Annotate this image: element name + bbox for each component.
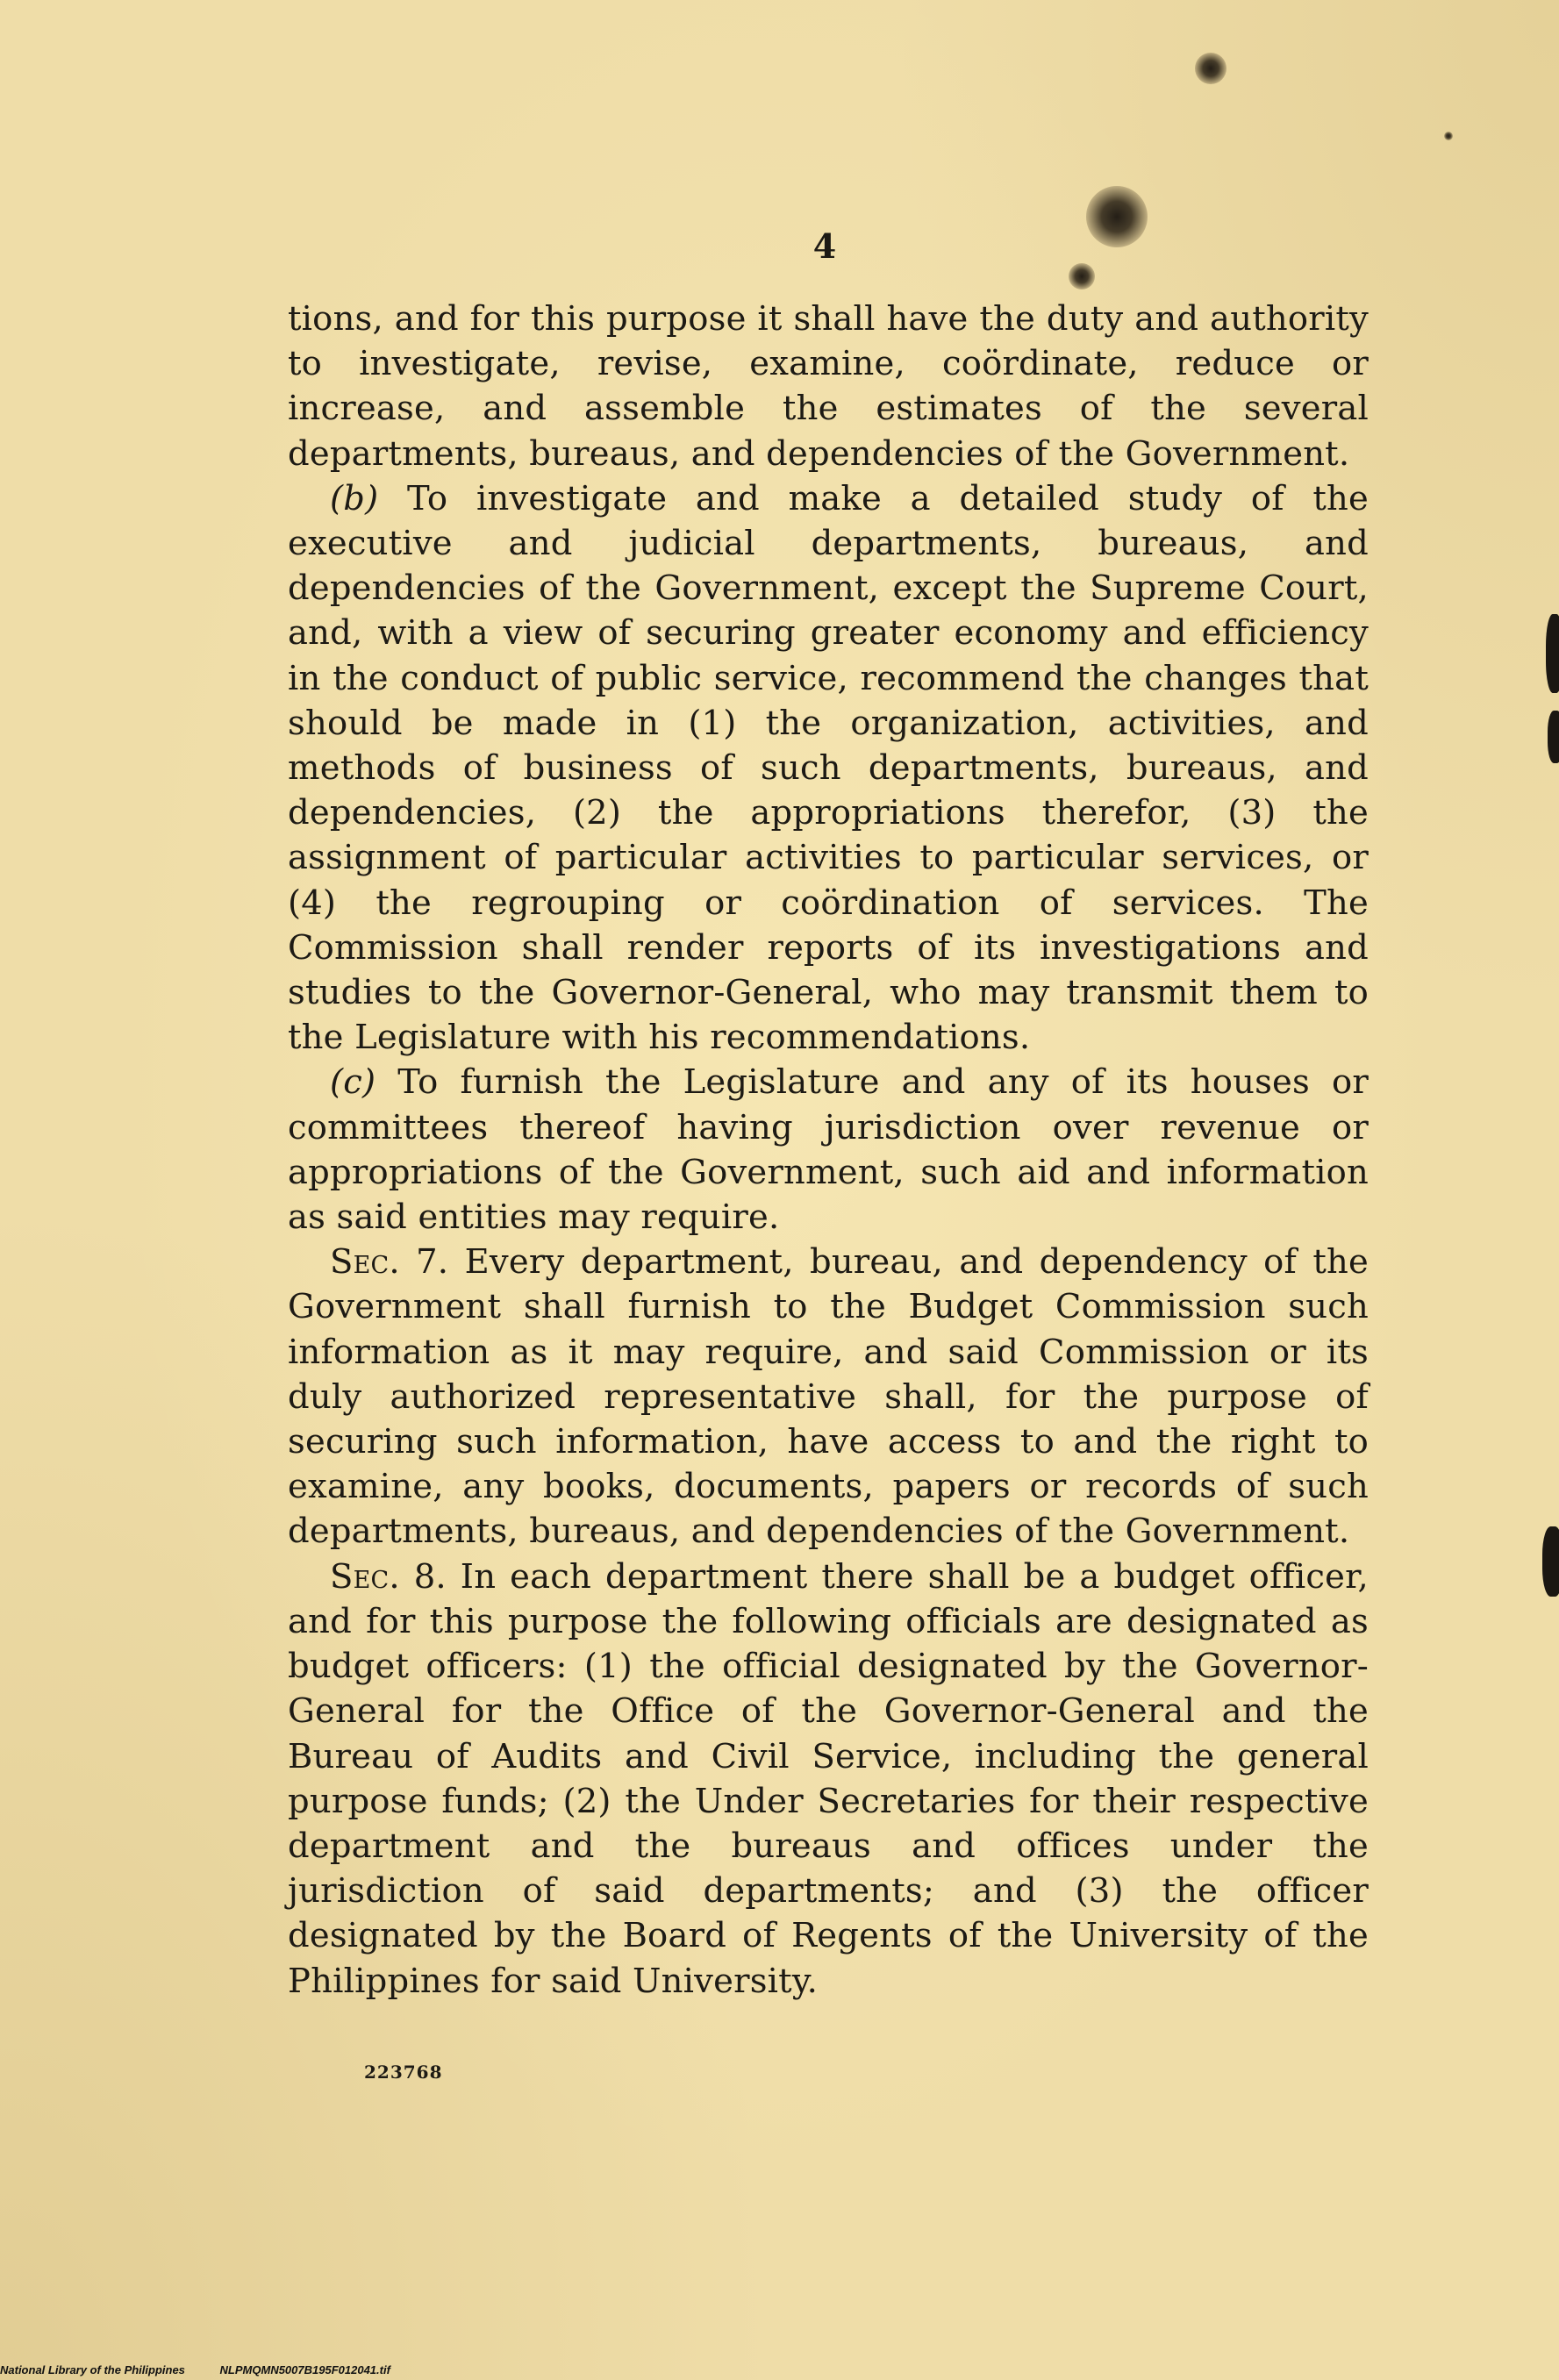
ink-stain xyxy=(1086,186,1148,247)
body-text xyxy=(288,297,1369,2004)
paragraph-c xyxy=(288,1060,1369,1240)
paragraph-label: (c) xyxy=(330,1062,376,1103)
edge-mark xyxy=(1548,711,1559,763)
paragraph-text: Every department, bureau, and dependency of the Government shall furnish to the Budget Commission such information as it may require, and said Commission or its duly authorized representative shall, for the purpose of securing such information, have access to and the right to examine, any books, documents, papers or records of such departments, bureaus, and dependencies of the Government. xyxy=(288,1242,1369,1552)
paragraph-b xyxy=(288,476,1369,1061)
paragraph-text: In each department there shall be a budget officer, and for this purpose the following officials are designated as budget officers: (1) the official designated by the Governor-General for the Office of the Governor-General and the Bureau of Audits and Civil Service, including the general purpose funds; (2) the Under Secretaries for their respective department and the bureaus and offices under the jurisdiction of said departments; and (3) the officer designated by the Board of Regents of the University of the Philippines for said University. xyxy=(288,1556,1369,2001)
section-7 xyxy=(288,1240,1369,1554)
ink-stain xyxy=(1444,132,1453,140)
file-name: NLPMQMN5007B195F012041.tif xyxy=(219,2363,390,2376)
ink-stain xyxy=(1069,263,1095,289)
section-label: Sec. 8. xyxy=(330,1556,447,1597)
section-label: Sec. 7. xyxy=(330,1242,449,1283)
scan-footer xyxy=(0,2363,390,2376)
page-number: 4 xyxy=(812,226,837,266)
paragraph-continuation xyxy=(288,297,1369,476)
paragraph-label: (b) xyxy=(330,478,379,518)
print-code: 223768 xyxy=(364,2062,443,2083)
paragraph-text: To furnish the Legislature and any of its houses or committees thereof having jurisdiction over revenue or appropriations of the Government, such aid and information as said entities may require. xyxy=(288,1062,1369,1238)
library-name: National Library of the Philippines xyxy=(0,2363,185,2376)
paragraph-text: tions, and for this purpose it shall have the duty and authority to investigate, revise, examine, coördinate, reduce or increase, and assemble the estimates of the several departments, bureaus, and dependencies of the Government. xyxy=(288,299,1369,474)
section-8 xyxy=(288,1555,1369,2004)
paragraph-text: To investigate and make a detailed study of the executive and judicial departments, bureaus, and dependencies of the Government, except the Supreme Court, and, with a view of securing greater economy and efficiency in the conduct of public service, recommend the changes that should be made in (1) the organization, activities, and methods of business of such departments, bureaus, and dependencies, (2) the appropriations therefor, (3) the assignment of particular activities to particular services, or (4) the regrouping or coördination of services. The Commission shall render reports of its investigations and studies to the Governor-General, who may transmit them to the Legislature with his recommendations. xyxy=(288,478,1369,1058)
edge-mark xyxy=(1546,614,1559,693)
edge-mark xyxy=(1542,1526,1559,1597)
ink-stain xyxy=(1195,53,1226,84)
